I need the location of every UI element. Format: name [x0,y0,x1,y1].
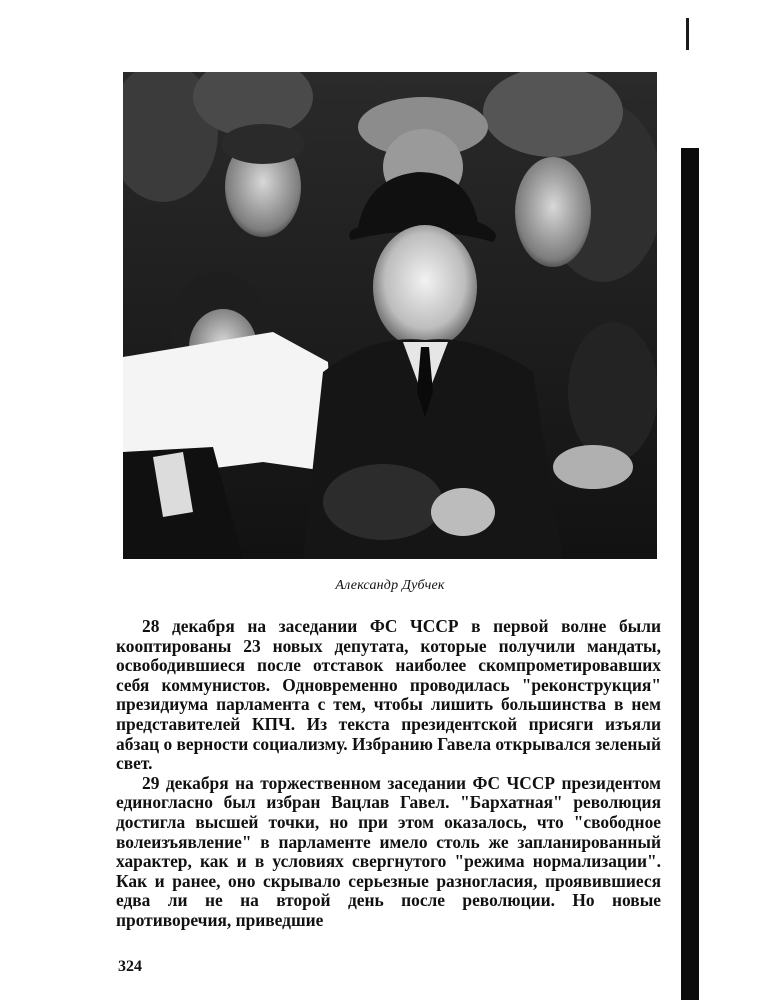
dubcek-photograph [123,72,657,559]
body-text [116,617,661,931]
photo-caption: Александр Дубчек [335,578,445,593]
paragraph: 28 декабря на заседании ФС ЧССР в первой волне были кооптированы 23 новых депутата, которые получили мандаты, освободившиеся после отставок наиболее скомпрометировавших себя коммунистов. Одновременно проводилась "реконструкция" президиума парламента с тем, чтобы лишить большинства в нем представителей КПЧ. Из текста президентской присяги изъяли абзац о верности социализму. Избранию Гавела открывался зеленый свет. [116,616,661,774]
photograph-image [123,72,657,559]
page-edge-shadow [681,148,699,1000]
paragraph: 29 декабря на торжественном заседании ФС ЧССР президентом единогласно был избран Вацлав Гавел. "Бархатная" революция достигла высшей точки, но при этом оказалось, что "свободное волеизъявление" в парламенте имело столь же запланированный характер, как и в условиях свергнутого "режима нормализации". Как и ранее, оно скрывало серьезные разногласия, проявившиеся едва ли не на второй день после революции. Но новые противоречия, приведшие [116,772,661,930]
page-number: 324 [118,958,142,975]
page-edge-mark [686,18,689,50]
